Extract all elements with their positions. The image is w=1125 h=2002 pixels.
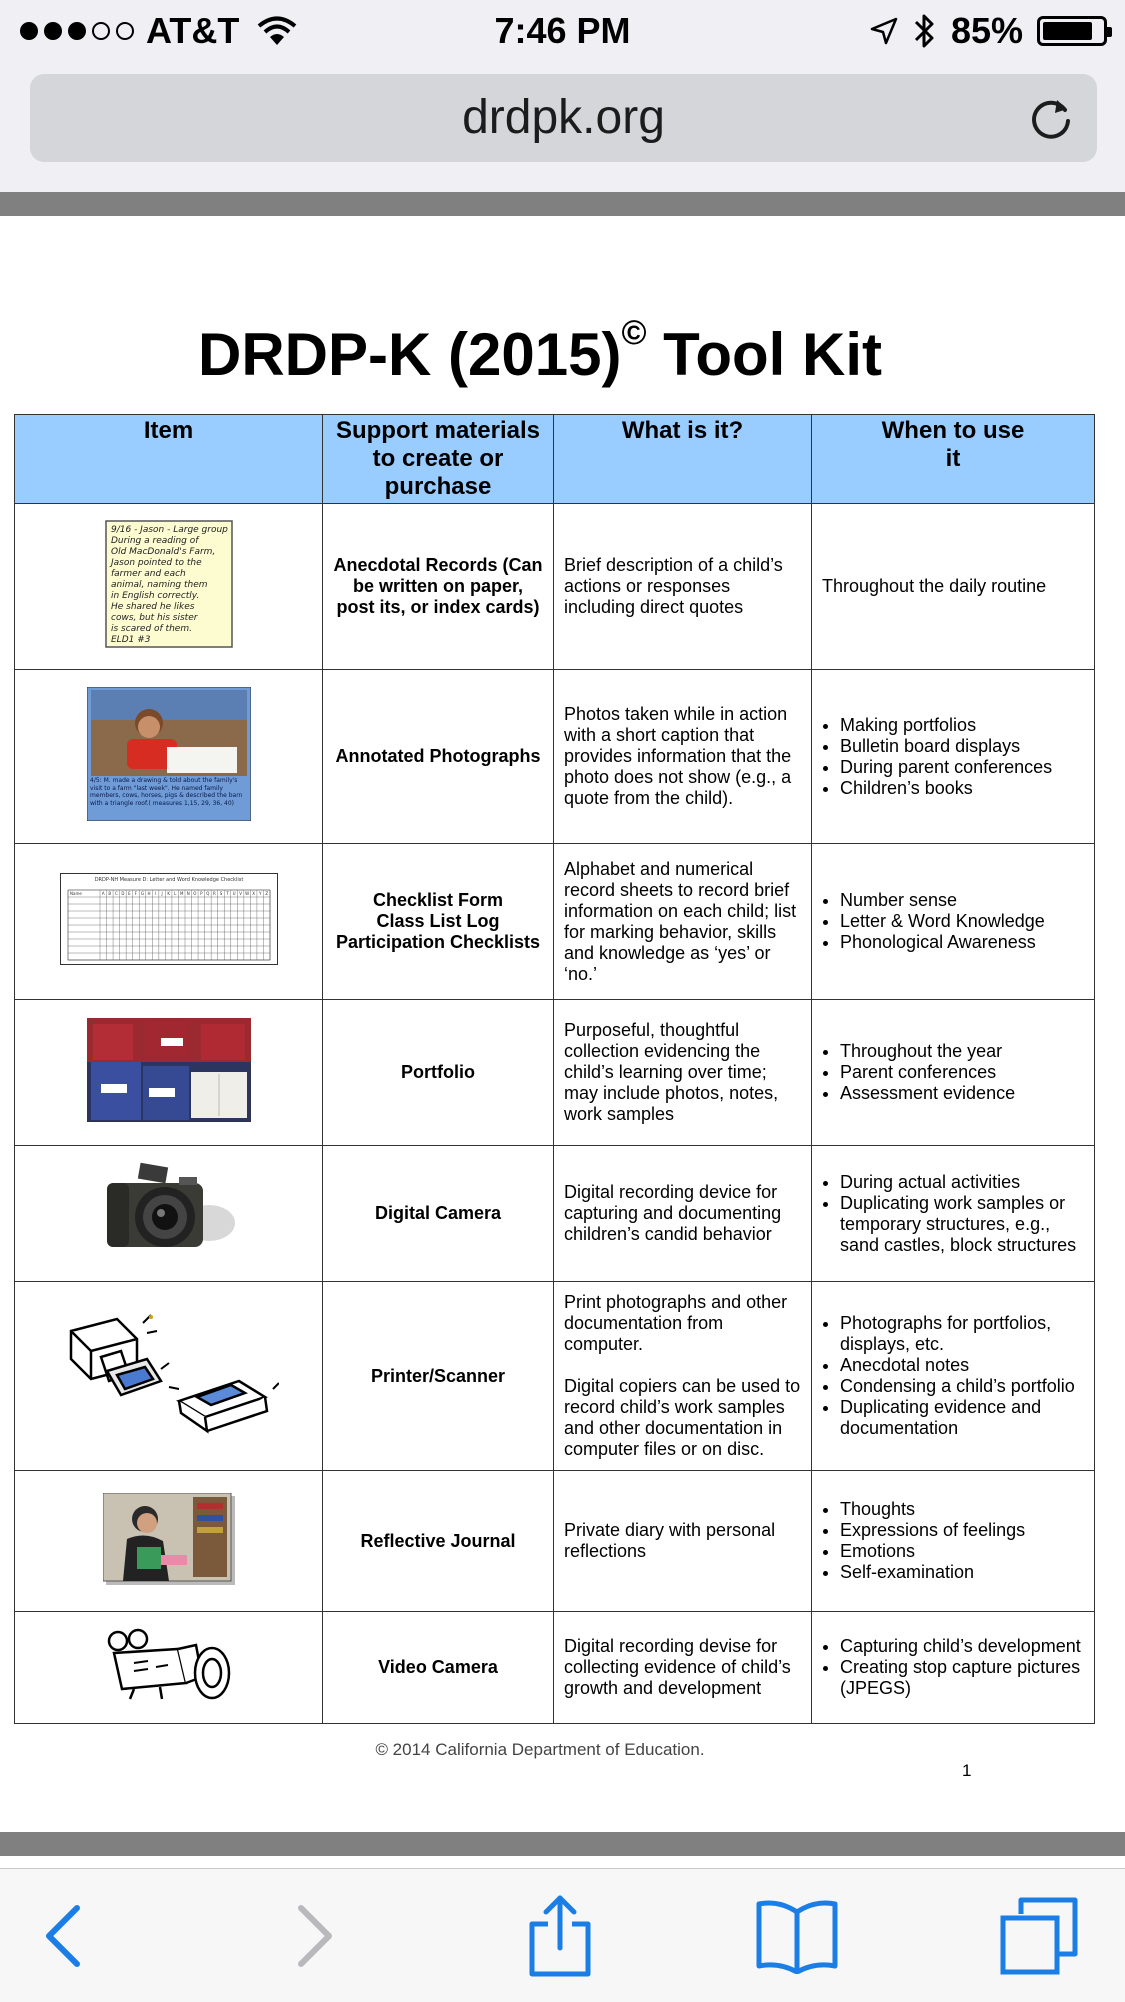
tool-kit-table [14, 414, 1095, 1724]
list-item: • During actual activities [840, 1172, 1084, 1193]
list-item: • Throughout the year [840, 1041, 1084, 1062]
url-text[interactable]: drdpk.org [462, 91, 665, 144]
reload-icon[interactable] [1027, 94, 1075, 142]
bookmarks-button[interactable] [752, 1891, 842, 1981]
note-line: in English correctly. [110, 591, 199, 601]
checklist-letter: A [101, 891, 105, 896]
location-arrow-icon [869, 16, 899, 46]
list-item: • Capturing child’s development [840, 1636, 1084, 1657]
annotated-photo-image [87, 687, 251, 821]
checklist-letter: U [232, 891, 236, 896]
when-list [822, 1636, 1084, 1699]
note-line: is scared of them. [110, 624, 192, 634]
support-cell: Printer/Scanner [323, 1282, 554, 1471]
paragraph-spacer [564, 1355, 801, 1376]
checklist-letter: Z [264, 891, 268, 896]
when-list [822, 890, 1084, 953]
checklist-letter: N [186, 891, 190, 896]
checklist-letter: Q [205, 891, 209, 896]
list-item: • Letter & Word Knowledge [840, 911, 1084, 932]
description-cell: Digital recording device for capturing and documenting children’s candid behavior [554, 1146, 812, 1282]
item-cell [15, 1612, 323, 1724]
tabs-button[interactable] [994, 1891, 1084, 1981]
support-cell: Video Camera [323, 1612, 554, 1724]
checklist-letter: X [251, 891, 255, 896]
header-when [812, 415, 1095, 504]
description-cell: Purposeful, thoughtful collection evidencing the child’s learning over time; may include photos, notes, work samples [554, 1000, 812, 1146]
document-title [0, 314, 1080, 389]
video-camera-image [104, 1627, 234, 1703]
bluetooth-icon [913, 11, 937, 51]
list-item: • Number sense [840, 890, 1084, 911]
portfolio-photo-image [87, 1018, 251, 1122]
note-line: He shared he likes [110, 602, 194, 612]
when-cell [812, 1612, 1095, 1724]
page-divider [0, 192, 1125, 216]
checklist-letter: W [244, 891, 249, 896]
header-item: Item [15, 415, 323, 504]
reflective-journal-image [103, 1493, 235, 1585]
when-cell [812, 1146, 1095, 1282]
share-icon [528, 1894, 592, 1978]
list-item: • Thoughts [840, 1499, 1084, 1520]
description-paragraph: Print photographs and other documentation from computer. [564, 1292, 788, 1354]
title-suffix: Tool Kit [646, 321, 882, 388]
back-chevron-icon [43, 1904, 83, 1968]
checklist-letter: D [120, 891, 124, 896]
list-item: • Parent conferences [840, 1062, 1084, 1083]
when-list [822, 1313, 1084, 1439]
list-item: • Making portfolios [840, 715, 1084, 736]
item-cell [15, 670, 323, 844]
when-list [822, 1499, 1084, 1583]
table-row [15, 1282, 1095, 1471]
tabs-icon [999, 1896, 1079, 1976]
when-cell [812, 1282, 1095, 1471]
checklist-form-image [60, 873, 278, 965]
title-main: DRDP-K (2015) [198, 321, 622, 388]
page-divider [0, 1832, 1125, 1856]
note-line: ELD1 #3 [110, 635, 150, 645]
checklist-letter: V [238, 891, 242, 896]
when-cell [812, 1000, 1095, 1146]
checklist-letter: J [161, 891, 163, 896]
when-cell: Throughout the daily routine [812, 504, 1095, 670]
list-item: • Assessment evidence [840, 1083, 1084, 1104]
table-row [15, 844, 1095, 1000]
note-line: 9/16 - Jason - Large group [110, 525, 228, 535]
description-cell: Photos taken while in action with a short caption that provides information that the photo does not show (e.g., a quote from the child). [554, 670, 812, 844]
checklist-letter: B [107, 891, 111, 896]
support-line: Participation Checklists [335, 932, 541, 952]
battery-percent: 85% [950, 10, 1023, 51]
description-cell [554, 1282, 812, 1471]
checklist-letter: I [154, 891, 156, 896]
when-cell [812, 844, 1095, 1000]
battery-level-fill [1043, 22, 1092, 40]
list-item: • Anecdotal notes [840, 1355, 1084, 1376]
note-line: animal, naming them [110, 580, 208, 590]
item-cell [15, 1282, 323, 1471]
forward-button[interactable] [270, 1891, 360, 1981]
list-item: • Condensing a child’s portfolio [840, 1376, 1084, 1397]
list-item: • Bulletin board displays [840, 736, 1084, 757]
status-time: 7:46 PM [494, 10, 631, 51]
battery-icon [1037, 16, 1107, 46]
support-line: Checklist Form [372, 890, 504, 910]
header-when-text: When to use it [881, 417, 1025, 472]
copyright-symbol: © [621, 314, 647, 352]
checklist-letter: O [192, 891, 196, 896]
item-cell [15, 1146, 323, 1282]
list-item: • Children’s books [840, 778, 1084, 799]
when-list [822, 715, 1084, 799]
list-item: • Photographs for portfolios, displays, etc. [840, 1313, 1084, 1355]
back-button[interactable] [18, 1891, 108, 1981]
item-cell [15, 1000, 323, 1146]
status-bar [0, 0, 1125, 62]
digital-camera-image [99, 1161, 239, 1261]
copyright-notice: © 2014 California Department of Education. [375, 1740, 705, 1759]
support-cell: Anecdotal Records (Can be written on paper, post its, or index cards) [323, 504, 554, 670]
when-list [822, 1041, 1084, 1104]
bookmarks-icon [755, 1898, 839, 1974]
list-item: • Creating stop capture pictures (JPEGS) [840, 1657, 1084, 1699]
note-line: During a reading of [110, 536, 198, 546]
list-item: • During parent conferences [840, 757, 1084, 778]
header-support: Support materials to create or purchase [323, 415, 554, 504]
note-line: cows, but his sister [110, 613, 197, 623]
checklist-letter: H [147, 891, 151, 896]
checklist-title: DRDP-NH Measure D: Letter and Word Knowledge Checklist [94, 877, 243, 883]
list-item: • Duplicating evidence and documentation [840, 1397, 1084, 1439]
support-cell [323, 844, 554, 1000]
when-cell [812, 1471, 1095, 1612]
address-area [0, 62, 1125, 192]
header-what: What is it? [554, 415, 812, 504]
checklist-letter: L [173, 891, 176, 896]
note-line: Old MacDonald's Farm, [110, 547, 215, 557]
item-cell [15, 1471, 323, 1612]
item-cell [15, 504, 323, 670]
printer-scanner-image [59, 1309, 279, 1439]
table-row [15, 1000, 1095, 1146]
support-cell: Digital Camera [323, 1146, 554, 1282]
list-item: • Expressions of feelings [840, 1520, 1084, 1541]
carrier-name: AT&T [146, 10, 240, 51]
table-row [15, 1612, 1095, 1724]
list-item: • Emotions [840, 1541, 1084, 1562]
table-row [15, 670, 1095, 844]
checklist-letter: K [166, 891, 170, 896]
description-cell: Alphabet and numerical record sheets to record brief information on each child; list for marking behavior, skills and knowledge as ‘yes’ or ‘no.’ [554, 844, 812, 1000]
table-row [15, 1146, 1095, 1282]
checklist-letter: S [219, 891, 222, 896]
sticky-note-image [105, 520, 233, 648]
browser-toolbar [0, 1868, 1125, 2002]
checklist-letter: E [127, 891, 131, 896]
checklist-letter: Y [258, 891, 261, 896]
description-paragraph: Digital copiers can be used to record child’s work samples and other documentation in computer files or on disc. [564, 1376, 801, 1459]
item-cell [15, 844, 323, 1000]
when-cell [812, 670, 1095, 844]
table-row [15, 1471, 1095, 1612]
description-cell: Private diary with personal reflections [554, 1471, 812, 1612]
support-cell: Portfolio [323, 1000, 554, 1146]
description-cell: Digital recording devise for collecting evidence of child’s growth and development [554, 1612, 812, 1724]
support-line: Class List Log [376, 911, 500, 931]
checklist-letter: F [134, 891, 137, 896]
when-list [822, 1172, 1084, 1256]
checklist-letter: P [199, 891, 203, 896]
photo-caption: 4/5: M. made a drawing & told about the family's visit to a farm "last week". He named family members, cows, horses, pigs & described the barn with a triangle roof.( measures 1,15, 29, 36, 40) [89, 777, 242, 807]
list-item: • Duplicating work samples or temporary structures, e.g., sand castles, block structures [840, 1193, 1084, 1256]
status-right [869, 8, 1107, 54]
support-cell: Reflective Journal [323, 1471, 554, 1612]
page-number: 1 [962, 1761, 972, 1780]
list-item: • Phonological Awareness [840, 932, 1084, 953]
checklist-letter: M [179, 891, 183, 896]
description-cell: Brief description of a child’s actions or responses including direct quotes [554, 504, 812, 670]
note-line: farmer and each [110, 569, 186, 579]
checklist-letter: R [212, 891, 216, 896]
checklist-letter: T [225, 891, 229, 896]
list-item: • Self-examination [840, 1562, 1084, 1583]
checklist-letter: G [140, 891, 144, 896]
checklist-letter: C [114, 891, 118, 896]
forward-chevron-icon [295, 1904, 335, 1968]
share-button[interactable] [515, 1891, 605, 1981]
table-row [15, 504, 1095, 670]
support-cell: Annotated Photographs [323, 670, 554, 844]
table-header-row [15, 415, 1095, 504]
checklist-name-label: Name [69, 891, 82, 896]
address-field[interactable] [30, 74, 1097, 162]
note-line: Jason pointed to the [110, 558, 202, 568]
